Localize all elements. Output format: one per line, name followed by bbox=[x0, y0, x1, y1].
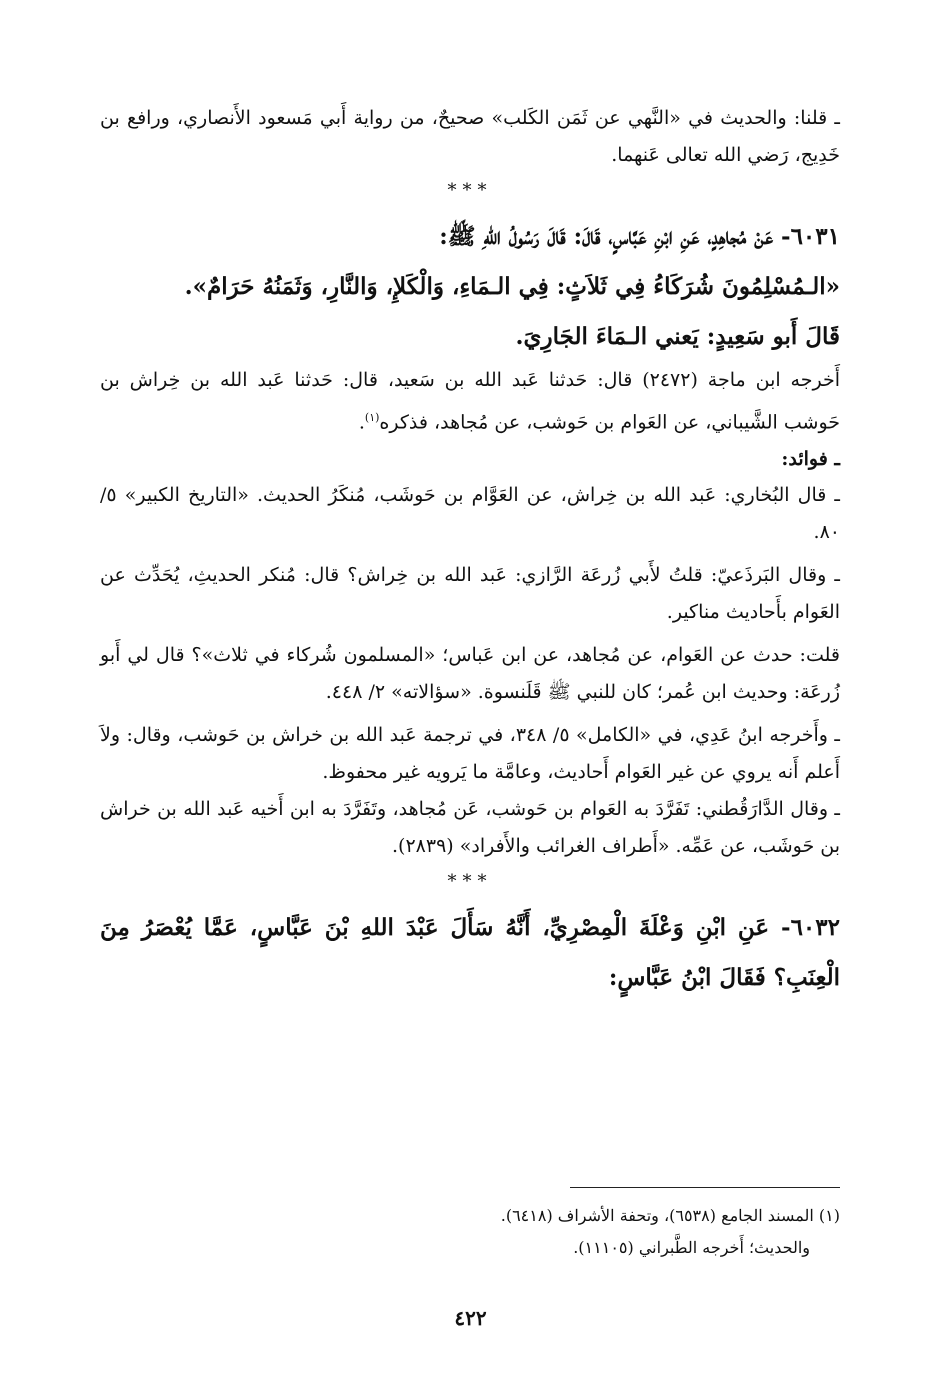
ibn-adi-paragraph: ـ وأَخرجه ابنُ عَدِي، في «الكامل» ٥/ ٣٤٨، في ترجمة عَبد الله بن خراش بن حَوشب، وقال: ولاَ أَعلم أَنه يروي عن غير العَوام أَحاديث، وعامَّة ما يَرويه غير محفوظ. bbox=[100, 724, 840, 784]
bardhai-paragraph-1: ـ وقال البَرذَعيّ: قلتُ لأَبي زُرعَة الرَّازي: عَبد الله بن خِراش؟ قال: مُنكر الحديثِ، يُحَدِّث عن العَوام بأَحاديث مناكير. bbox=[100, 564, 840, 624]
daraqutni-paragraph: ـ وقال الدَّارَقُطني: تَفَرَّدَ به العَوام بن حَوشب، عَن مُجاهد، وتَفَرَّدَ به ابن أَخيه عَبد الله بن خراش بن حَوشَب، عن عَمِّه. «أَطراف الغرائب والأَفراد» (٢٨٣٩). bbox=[100, 798, 840, 858]
footnotes bbox=[100, 1200, 840, 1264]
takhrij-text: أَخرجه ابن ماجة (٢٤٧٢) قال: حَدثنا عَبد الله بن سَعيد، قال: حَدثنا عَبد الله بن خِراش بن حَوشب الشَّيباني، عن العَوام بن حَوشب، عن مُجاهد، فذكره bbox=[100, 369, 840, 434]
fawaid-heading: ـ فوائد: bbox=[781, 448, 840, 471]
separator-stars: *** bbox=[447, 871, 493, 893]
hadith-6031-comment: قَالَ أَبو سَعِيدٍ: يَعني الـمَاءَ الجَارِيَ. bbox=[515, 323, 840, 350]
qulna-paragraph: ـ قلنا: والحديث في «النَّهي عن ثَمَن الكَلب» صحيحٌ، من رواية أَبي مَسعود الأَنصاري، ورافع بن خَدِيج، رَضي الله تعالى عَنهما. bbox=[100, 107, 840, 166]
hadith-6031-text: «الـمُسْلِمُونَ شُرَكَاءُ فِي ثَلاَثٍ: فِي الـمَاءِ، وَالْكَلإِ، وَالنَّارِ، وَثَمَنُهُ حَرَامٌ». bbox=[184, 273, 840, 300]
bukhari-paragraph: ـ قال البُخاري: عَبد الله بن خِراش، عن العَوَّام بن حَوشَب، مُنكَرُ الحديث. «التاريخ الكبير» ٥/ ٨٠. bbox=[100, 484, 840, 544]
footnote-ref: (١) bbox=[364, 411, 380, 424]
hadith-6031-chain: ٦٠٣١- عَنْ مُجاهِدٍ، عَنِ ابْنِ عَبَّاسٍ، قَالَ: قَالَ رَسُولُ اللهِ ﷺ: bbox=[439, 223, 840, 250]
page-number: ٤٢٢ bbox=[454, 1306, 487, 1330]
takhrij-paragraph: أَخرجه ابن ماجة (٢٤٧٢) قال: حَدثنا عَبد الله بن سَعيد، قال: حَدثنا عَبد الله بن خِراش بن حَوشب الشَّيباني، عن العَوام بن حَوشب، عن مُجاهد، فذكره$^{(١)}$. bbox=[100, 369, 840, 434]
footnote-1-continuation: والحديث؛ أَخرجه الطَّبراني (١١١٠٥). bbox=[573, 1238, 810, 1257]
separator-stars: *** bbox=[447, 180, 493, 201]
hadith-6032: ٦٠٣٢- عَنِ ابْنِ وَعْلَةَ الْمِصْرِيِّ، أَنَّهُ سَأَلَ عَبْدَ اللهِ بْنَ عَبَّاسٍ، عَمَّا يُعْصَرُ مِنَ الْعِنَبِ؟ فَقَالَ ابْنُ عَبَّاسٍ: bbox=[100, 914, 840, 992]
footnote-divider bbox=[570, 1187, 840, 1188]
footnote-1: (١) المسند الجامع (٦٥٣٨)، وتحفة الأشراف (٦٤١٨). bbox=[500, 1206, 840, 1225]
page-body bbox=[100, 100, 840, 1003]
bardhai-paragraph-2: قلت: حدث عن العَوام، عن مُجاهد، عن ابن عَباس؛ «المسلمون شُركاء في ثلاث»؟ قال لي أَبو زُرعَة: وحديث ابن عُمر؛ كان للنبي ﷺ قَلَنسوة. «سؤالاته» ٢/ ٤٤٨. bbox=[100, 644, 840, 704]
